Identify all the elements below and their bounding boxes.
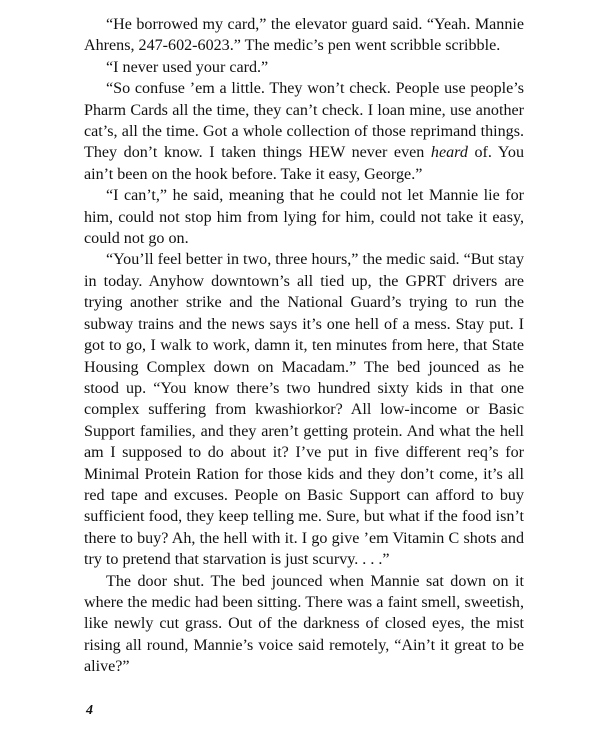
paragraph-1: “He borrowed my card,” the elevator guard said. “Yeah. Mannie Ahrens, 247-602-6023.” The medic’s pen went scribble scribble. [84,16,524,55]
page-number: 4 [86,703,93,718]
paragraph-4: “I can’t,” he said, meaning that he could not let Mannie lie for him, could not stop him from lying for him, could not take it easy, could not go on. [84,187,524,248]
paragraph-6: The door shut. The bed jounced when Mannie sat down on it where the medic had been sitting. There was a faint smell, sweetish, like newly cut grass. Out of the darkness of closed eyes, the mist rising all round, Mannie’s voice said remotely, “Ain’t it great to be alive?” [84,572,524,676]
paragraph-2: “I never used your card.” [106,58,269,76]
page-body [84,14,524,678]
paragraph-3-emphasis: heard [430,144,468,162]
paragraph-5: “You’ll feel better in two, three hours,” the medic said. “But stay in today. Anyhow downtown’s all tied up, the GPRT drivers are trying another strike and the National Guard’s trying to run the subway trains and the news says it’s one hell of a mess. Stay put. I got to go, I walk to work, damn it, ten minutes from here, that State Housing Complex down on Macadam.” The bed jounced as he stood up. “You know there’s two hundred sixty kids in that one complex suffering from kwashiorkor? All low-income or Basic Support families, and they aren’t getting protein. And what the hell am I supposed to do about it? I’ve put in five different req’s for Minimal Protein Ration for those kids and they don’t come, it’s all red tape and excuses. People on Basic Support can afford to buy sufficient food, they keep telling me. Sure, but what if the food isn’t there to buy? Ah, the hell with it. I go give ’em Vitamin C shots and try to pretend that starvation is just scurvy. . . .” [84,251,524,569]
paragraph-3 [84,78,524,185]
paragraph-3-before: “So confuse ’em a little. They won’t check. People use people’s Pharm Cards all the time, they can’t check. I loan mine, use another cat’s, all the time. Got a whole collection of those reprimand things. They don’t know. I taken things HEW never even [84,80,524,162]
paragraph-3-after: of. You ain’t been on the hook before. Take it easy, George.” [84,144,525,183]
